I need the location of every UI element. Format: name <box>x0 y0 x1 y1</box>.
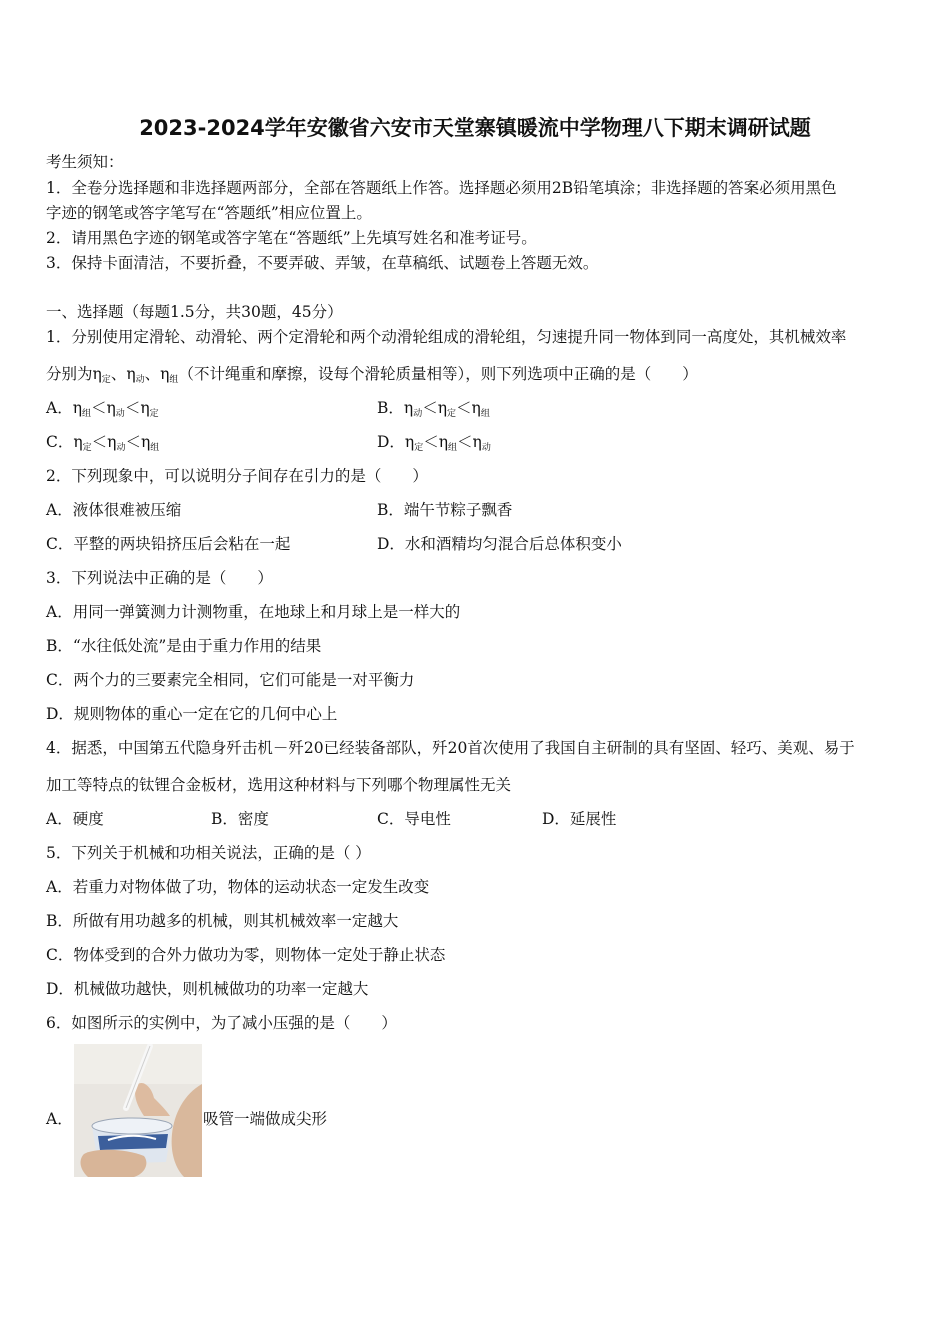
q1-stem-line-1: 1．分别使用定滑轮、动滑轮、两个定滑轮和两个动滑轮组成的滑轮组，匀速提升同一物体到同一高度处，其机械效率 <box>46 328 847 346</box>
subscript-dong: 动 <box>413 409 423 419</box>
q5-option-b[interactable]: B．所做有用功越多的机械，则其机械效率一定越大 <box>46 912 399 930</box>
q4-option-c[interactable]: C．导电性 <box>377 810 451 828</box>
q1-text: （不计绳重和摩擦，设每个滑轮质量相等），则下列选项中正确的是（ ） <box>178 365 698 383</box>
page-title: 2023-2024学年安徽省六安市天堂寨镇暖流中学物理八下期末调研试题 <box>139 116 811 140</box>
less-than: ＜η <box>91 399 116 417</box>
q1-option-a[interactable] <box>46 398 159 424</box>
q1-option-d[interactable] <box>377 432 491 458</box>
q1-text: 、η <box>110 365 136 383</box>
q1-text: 分别为η <box>46 365 102 383</box>
notice-heading: 考生须知： <box>46 153 124 171</box>
q2-option-c[interactable]: C．平整的两块铅挤压后会粘在一起 <box>46 535 291 553</box>
q5-option-d[interactable]: D．机械做功越快，则机械做功的功率一定越大 <box>46 980 369 998</box>
q2-stem: 2．下列现象中，可以说明分子间存在引力的是（ ） <box>46 467 428 485</box>
q4-option-d[interactable]: D．延展性 <box>542 810 617 828</box>
option-label: D．η <box>377 433 415 451</box>
less-than: ＜η <box>124 399 150 417</box>
q2-option-a[interactable]: A．液体很难被压缩 <box>46 501 182 519</box>
q4-stem-line-1: 4．据悉，中国第五代隐身歼击机－歼20已经装备部队，歼20首次使用了我国自主研制的具有坚固、轻巧、美观、易于 <box>46 739 855 757</box>
option-label: B．η <box>377 399 414 417</box>
q1-option-c[interactable] <box>46 432 159 458</box>
subscript-ding: 定 <box>101 375 111 385</box>
q4-stem-line-2: 加工等特点的钛锂合金板材，选用这种材料与下列哪个物理属性无关 <box>46 776 512 794</box>
subscript-zu: 组 <box>169 375 179 385</box>
q6-stem: 6．如图所示的实例中，为了减小压强的是（ ） <box>46 1014 397 1032</box>
q5-stem: 5．下列关于机械和功相关说法，正确的是（ ） <box>46 844 371 862</box>
q1-text: 、η <box>144 365 170 383</box>
subscript-dong: 动 <box>115 409 125 419</box>
q4-option-b[interactable]: B．密度 <box>211 810 269 828</box>
notice-item-2: 2．请用黑色字迹的钢笔或答字笔在“答题纸”上先填写姓名和准考证号。 <box>46 229 537 247</box>
option-label: A．η <box>46 399 82 417</box>
less-than: ＜η <box>91 433 117 451</box>
subscript-zu: 组 <box>480 409 490 419</box>
q3-option-b[interactable]: B．“水往低处流”是由于重力作用的结果 <box>46 637 322 655</box>
subscript-zu: 组 <box>81 409 91 419</box>
q3-option-a[interactable]: A．用同一弹簧测力计测物重，在地球上和月球上是一样大的 <box>46 603 461 621</box>
subscript-dong: 动 <box>116 443 126 453</box>
q4-option-a[interactable]: A．硬度 <box>46 810 104 828</box>
less-than: ＜η <box>456 399 481 417</box>
less-than: ＜η <box>422 399 447 417</box>
q1-option-b[interactable] <box>377 398 490 424</box>
less-than: ＜η <box>423 433 449 451</box>
subscript-ding: 定 <box>447 409 457 419</box>
subscript-dong: 动 <box>135 375 145 385</box>
q3-stem: 3．下列说法中正确的是（ ） <box>46 569 273 587</box>
q6-option-a-label[interactable]: A． <box>46 1110 73 1128</box>
less-than: ＜η <box>457 433 482 451</box>
option-label: C．η <box>46 433 83 451</box>
q3-option-d[interactable]: D．规则物体的重心一定在它的几何中心上 <box>46 705 338 723</box>
q5-option-c[interactable]: C．物体受到的合外力做功为零，则物体一定处于静止状态 <box>46 946 446 964</box>
q3-option-c[interactable]: C．两个力的三要素完全相同，它们可能是一对平衡力 <box>46 671 415 689</box>
subscript-zu: 组 <box>150 443 160 453</box>
notice-item-3: 3．保持卡面清洁，不要折叠，不要弄破、弄皱，在草稿纸、试题卷上答题无效。 <box>46 254 599 272</box>
subscript-ding: 定 <box>149 409 159 419</box>
subscript-ding: 定 <box>414 443 424 453</box>
straw-and-cup-photo <box>74 1044 202 1177</box>
subscript-ding: 定 <box>82 443 92 453</box>
subscript-dong: 动 <box>481 443 491 453</box>
less-than: ＜η <box>125 433 151 451</box>
straw-photo-illustration <box>74 1044 202 1177</box>
notice-item-1-line-2: 字迹的钢笔或答字笔写在“答题纸”相应位置上。 <box>46 204 372 222</box>
subscript-zu: 组 <box>448 443 458 453</box>
q2-option-d[interactable]: D．水和酒精均匀混合后总体积变小 <box>377 535 622 553</box>
notice-item-1-line-1: 1．全卷分选择题和非选择题两部分，全部在答题纸上作答。选择题必须用2B铅笔填涂；非选择题的答案必须用黑色 <box>46 179 837 197</box>
q5-option-a[interactable]: A．若重力对物体做了功，物体的运动状态一定发生改变 <box>46 878 430 896</box>
q2-option-b[interactable]: B．端午节粽子飘香 <box>377 501 513 519</box>
q6-option-a-text[interactable]: 吸管一端做成尖形 <box>203 1110 328 1128</box>
section-heading: 一、选择题（每题1.5分，共30题，45分） <box>46 303 343 321</box>
q1-stem-line-2 <box>46 364 698 390</box>
